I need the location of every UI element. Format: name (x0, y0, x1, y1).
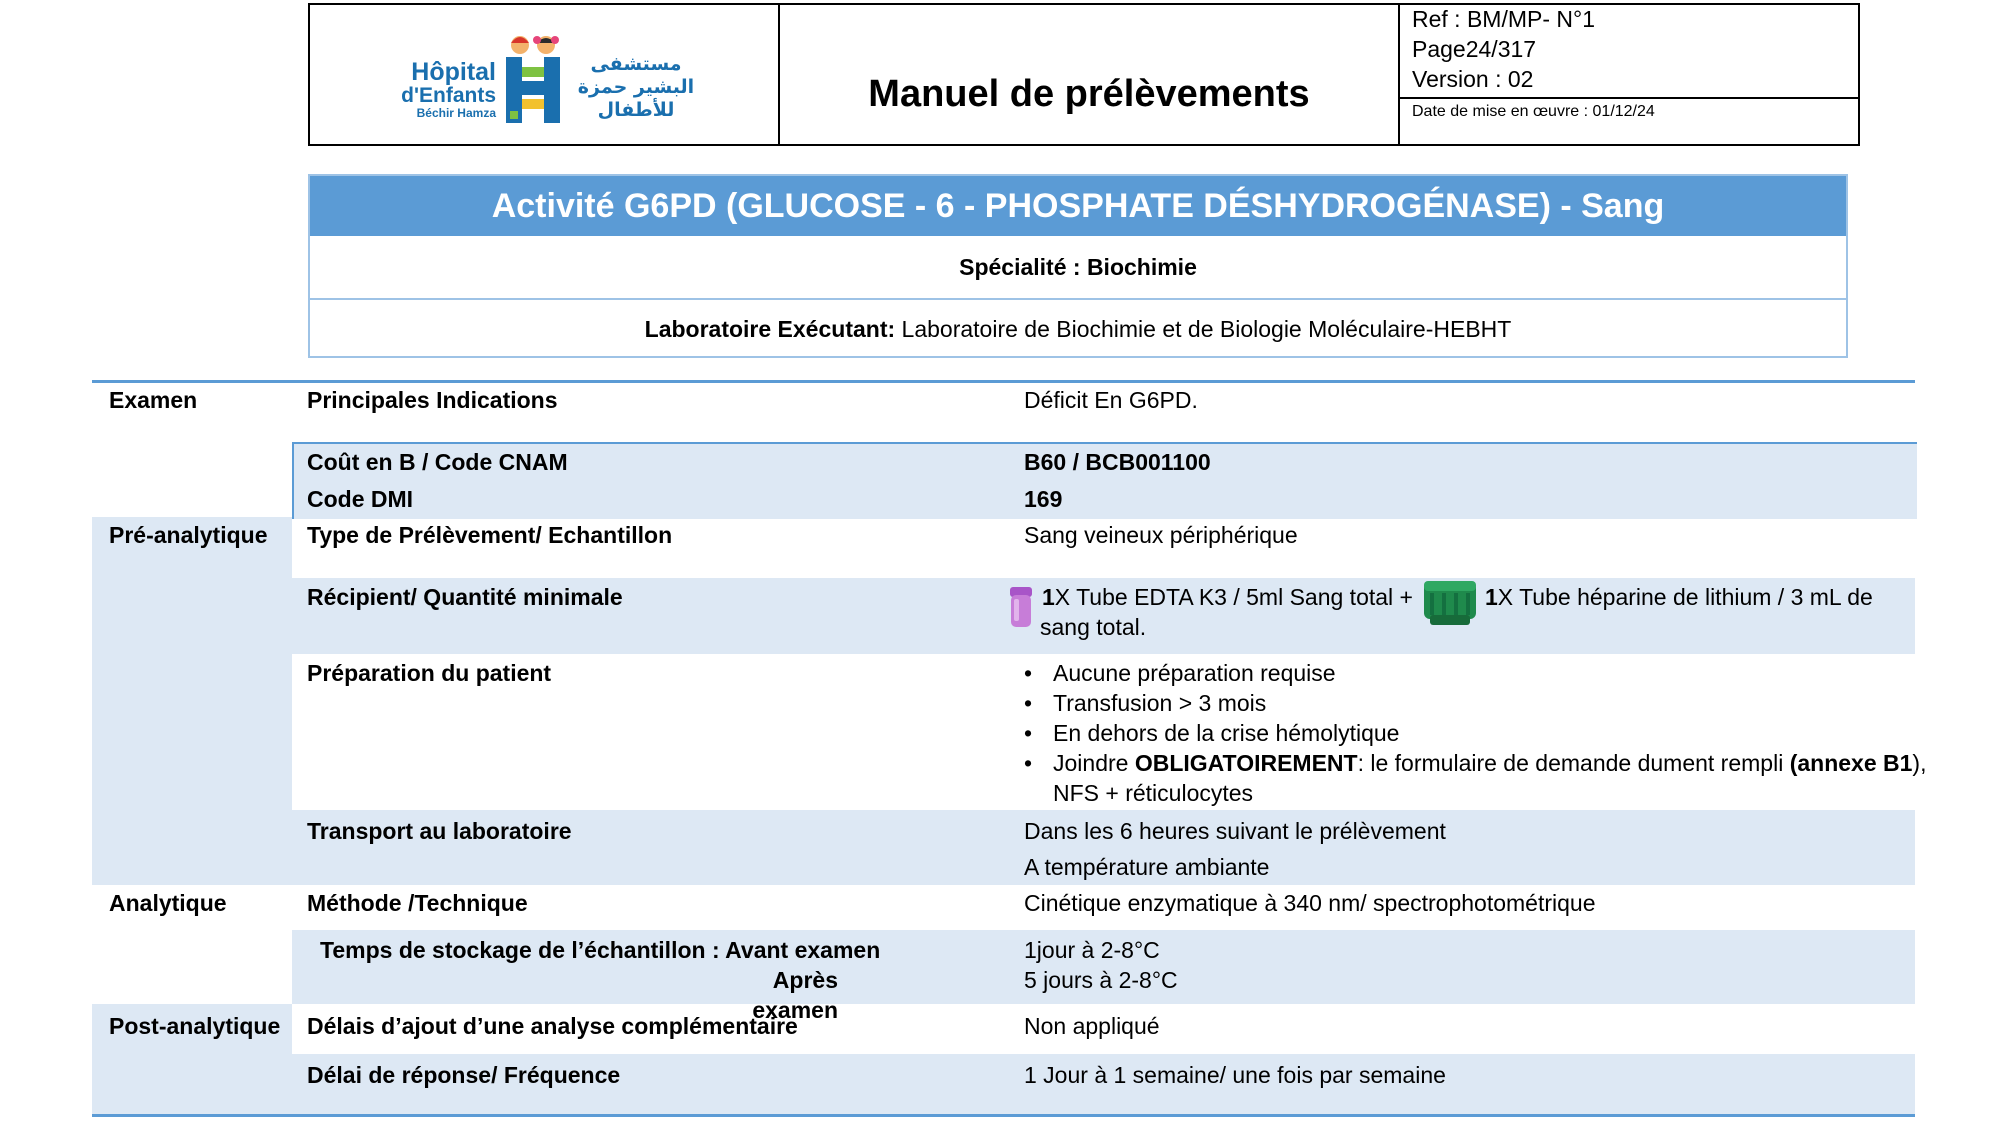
recipient-text-1: X Tube EDTA K3 / 5ml Sang total + (1054, 584, 1413, 610)
heparin-tube-icon (1422, 579, 1478, 627)
value-transport-2: A température ambiante (1024, 854, 1270, 880)
prep-item-text: Joindre OBLIGATOIREMENT: le formulaire de demande dument rempli (annexe B1), (1053, 750, 1927, 776)
executing-laboratory (310, 300, 1846, 358)
logo-fr-line1: Hôpital (411, 58, 496, 86)
reference-number: Ref : BM/MP- N°1 (1412, 6, 1596, 32)
logo-h-icon (500, 31, 568, 126)
bullet-icon: • (1024, 660, 1033, 686)
bullet-icon: • (1024, 690, 1033, 716)
logo-ar-line2: البشير حمزة (577, 76, 695, 98)
label-preparation: Préparation du patient (307, 660, 552, 686)
sampling-table (92, 380, 1927, 1117)
value-stockage-avant: 1jour à 2-8°C (1024, 937, 1160, 963)
test-banner (308, 174, 1848, 358)
logo-french-text (400, 59, 496, 120)
value-methode: Cinétique enzymatique à 340 nm/ spectrophotométrique (1024, 890, 1596, 916)
value-transport-1: Dans les 6 heures suivant le prélèvement (1024, 818, 1446, 844)
logo-cell (310, 5, 780, 144)
recipient-text-2: X Tube héparine de lithium / 3 mL de (1497, 584, 1873, 610)
value-recipient-line2 (1485, 582, 1873, 612)
prep-item-text: En dehors de la crise hémolytique (1053, 720, 1400, 746)
section-pre-analytique: Pré-analytique (109, 522, 268, 548)
value-recipient-line1 (1042, 582, 1413, 612)
value-delai-reponse: 1 Jour à 1 semaine/ une fois par semaine (1024, 1062, 1446, 1088)
value-cout: B60 / BCB001100 (1024, 449, 1211, 475)
reference-divider (1400, 97, 1858, 99)
value-type-prelevement: Sang veineux périphérique (1024, 522, 1298, 548)
label-stockage-apres: Après examen (752, 967, 838, 1023)
document-header (308, 3, 1860, 146)
pre-analytique-band (92, 517, 292, 885)
value-stockage-apres: 5 jours à 2-8°C (1024, 967, 1178, 993)
bullet-icon: • (1024, 750, 1033, 776)
section-analytique: Analytique (109, 890, 227, 916)
label-recipient: Récipient/ Quantité minimale (307, 584, 623, 610)
section-post-analytique: Post-analytique (109, 1013, 281, 1039)
table-top-border (92, 380, 1915, 383)
edta-tube-icon (1008, 587, 1034, 629)
value-code-dmi: 169 (1024, 486, 1063, 512)
label-methode: Méthode /Technique (307, 890, 528, 916)
reference-cell (1400, 5, 1858, 144)
laboratory-label: Laboratoire Exécutant: (644, 316, 896, 342)
logo-arabic-text (572, 53, 700, 122)
label-code-dmi: Code DMI (307, 486, 414, 512)
table-bottom-border (92, 1114, 1915, 1117)
effective-date: Date de mise en œuvre : 01/12/24 (1412, 103, 1655, 120)
prep-item-text: Aucune préparation requise (1053, 660, 1336, 686)
specialty: Spécialité : Biochimie (310, 236, 1846, 300)
version-number: Version : 02 (1412, 66, 1534, 92)
logo-ar-line3: للأطفال (597, 99, 675, 121)
label-delais-ajout: Délais d’ajout d’une analyse complémentaire (307, 1013, 798, 1039)
label-type-prelevement: Type de Prélèvement/ Echantillon (307, 522, 673, 548)
logo-fr-line3: Béchir Hamza (416, 106, 496, 120)
logo-fr-line2: d'Enfants (401, 84, 496, 107)
value-indications: Déficit En G6PD. (1024, 387, 1198, 413)
test-title: Activité G6PD (GLUCOSE - 6 - PHOSPHATE DÉSHYDROGÉNASE) - Sang (310, 176, 1846, 236)
hospital-logo (400, 31, 700, 126)
value-delais-ajout: Non appliqué (1024, 1013, 1160, 1039)
label-stockage-avant: Temps de stockage de l’échantillon : Avant examen (320, 937, 881, 963)
label-delai-reponse: Délai de réponse/ Fréquence (307, 1062, 621, 1088)
recipient-qty-2: 1 (1485, 584, 1498, 610)
page-number: Page24/317 (1412, 36, 1537, 62)
prep-item-text: Transfusion > 3 mois (1053, 690, 1267, 716)
section-examen: Examen (109, 387, 198, 413)
document-title: Manuel de prélèvements (868, 73, 1310, 115)
prep-item-continuation: NFS + réticulocytes (1053, 780, 1254, 806)
logo-ar-line1: مستشفى (590, 53, 682, 75)
title-cell (780, 5, 1400, 144)
recipient-qty-1: 1 (1042, 584, 1055, 610)
laboratory-value: Laboratoire de Biochimie et de Biologie Moléculaire-HEBHT (895, 316, 1512, 342)
value-recipient-line3: sang total. (1040, 614, 1147, 640)
label-cout: Coût en B / Code CNAM (307, 449, 568, 475)
bullet-icon: • (1024, 720, 1033, 746)
label-transport: Transport au laboratoire (307, 818, 572, 844)
label-indications: Principales Indications (307, 387, 558, 413)
